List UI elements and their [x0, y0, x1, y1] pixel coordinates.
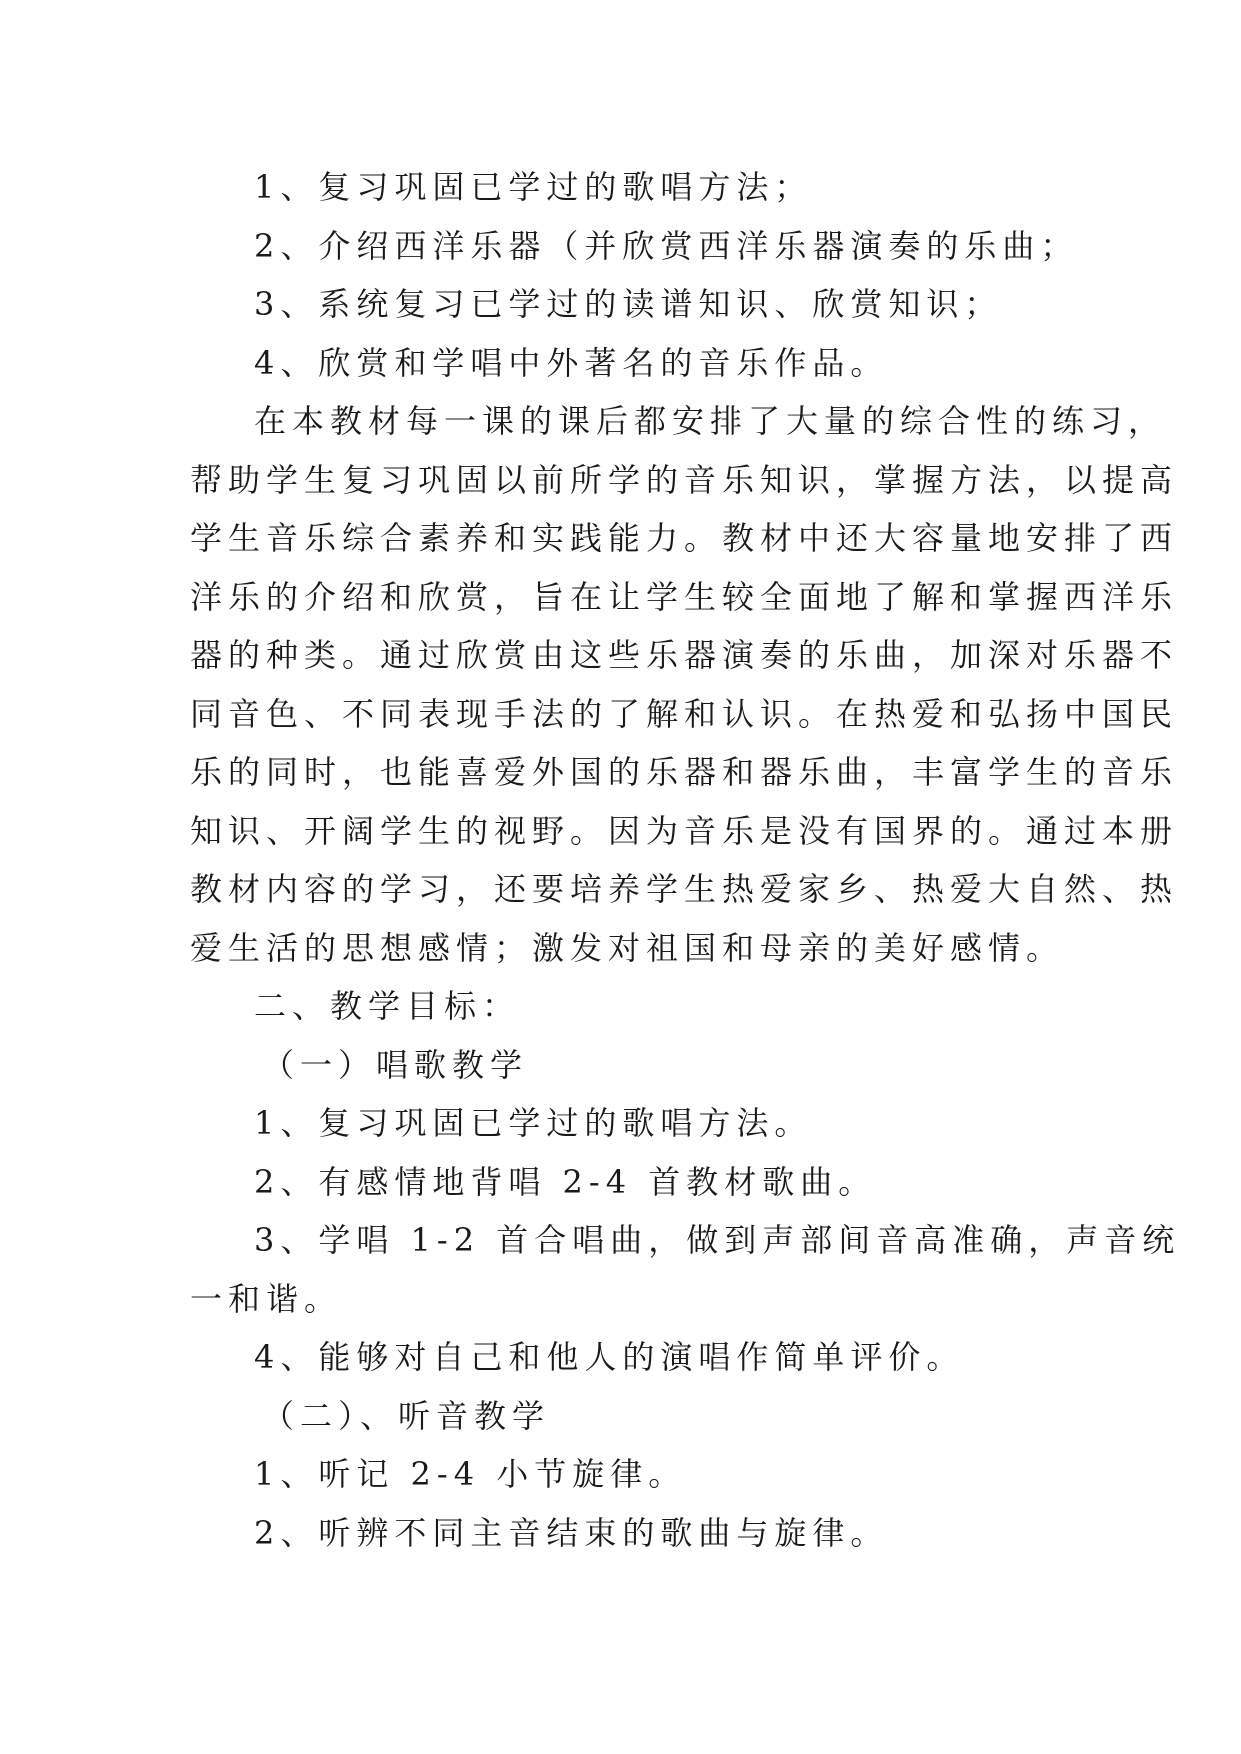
section-heading-teaching-goals: 二、教学目标：: [254, 987, 521, 1025]
paragraph-line: 乐的同时，也能喜爱外国的乐器和器乐曲，丰富学生的音乐: [190, 753, 1179, 791]
paragraph-line: 学生音乐综合素养和实践能力。教材中还大容量地安排了西: [190, 519, 1179, 557]
subsection-heading-singing: （一）唱歌教学: [262, 1045, 529, 1084]
paragraph-line: 爱生活的思想感情；激发对祖国和母亲的美好感情。: [190, 928, 1065, 967]
paragraph-line: 器的种类。通过欣赏由这些乐器演奏的乐曲，加深对乐器不: [190, 636, 1179, 674]
list-item-continuation: 一和谐。: [190, 1279, 343, 1318]
list-item: 4、能够对自己和他人的演唱作简单评价。: [254, 1338, 965, 1376]
list-item-review-notation-knowledge: 3、系统复习已学过的读谱知识、欣赏知识；: [254, 285, 1003, 323]
paragraph-line: 同音色、不同表现手法的了解和认识。在热爱和弘扬中国民: [190, 694, 1179, 733]
paragraph-line: 洋乐的介绍和欣赏，旨在让学生较全面地了解和掌握西洋乐: [190, 577, 1179, 616]
list-item-introduce-western-instruments: 2、介绍西洋乐器（并欣赏西洋乐器演奏的乐曲；: [254, 226, 1079, 265]
subsection-heading-listening: （二）、听音教学: [262, 1396, 551, 1435]
paragraph-line: 帮助学生复习巩固以前所学的音乐知识，掌握方法，以提高: [190, 460, 1179, 499]
list-item: 1、听记 2-4 小节旋律。: [254, 1455, 687, 1493]
list-item: 2、听辨不同主音结束的歌曲与旋律。: [254, 1513, 889, 1552]
list-item-review-singing-methods: 1、复习巩固已学过的歌唱方法；: [254, 168, 813, 206]
document-body: [190, 158, 1181, 1562]
list-item: 2、有感情地背唱 2-4 首教材歌曲。: [254, 1162, 877, 1201]
paragraph-line: 在本教材每一课的课后都安排了大量的综合性的练习，: [254, 402, 1167, 440]
paragraph-line: 教材内容的学习，还要培养学生热爱家乡、热爱大自然、热: [190, 870, 1179, 908]
list-item-appreciate-famous-works: 4、欣赏和学唱中外著名的音乐作品。: [254, 343, 889, 382]
list-item: 3、学唱 1-2 首合唱曲，做到声部间音高准确，声音统: [254, 1221, 1181, 1259]
paragraph-line: 知识、开阔学生的视野。因为音乐是没有国界的。通过本册: [190, 811, 1179, 850]
list-item: 1、复习巩固已学过的歌唱方法。: [254, 1104, 813, 1142]
